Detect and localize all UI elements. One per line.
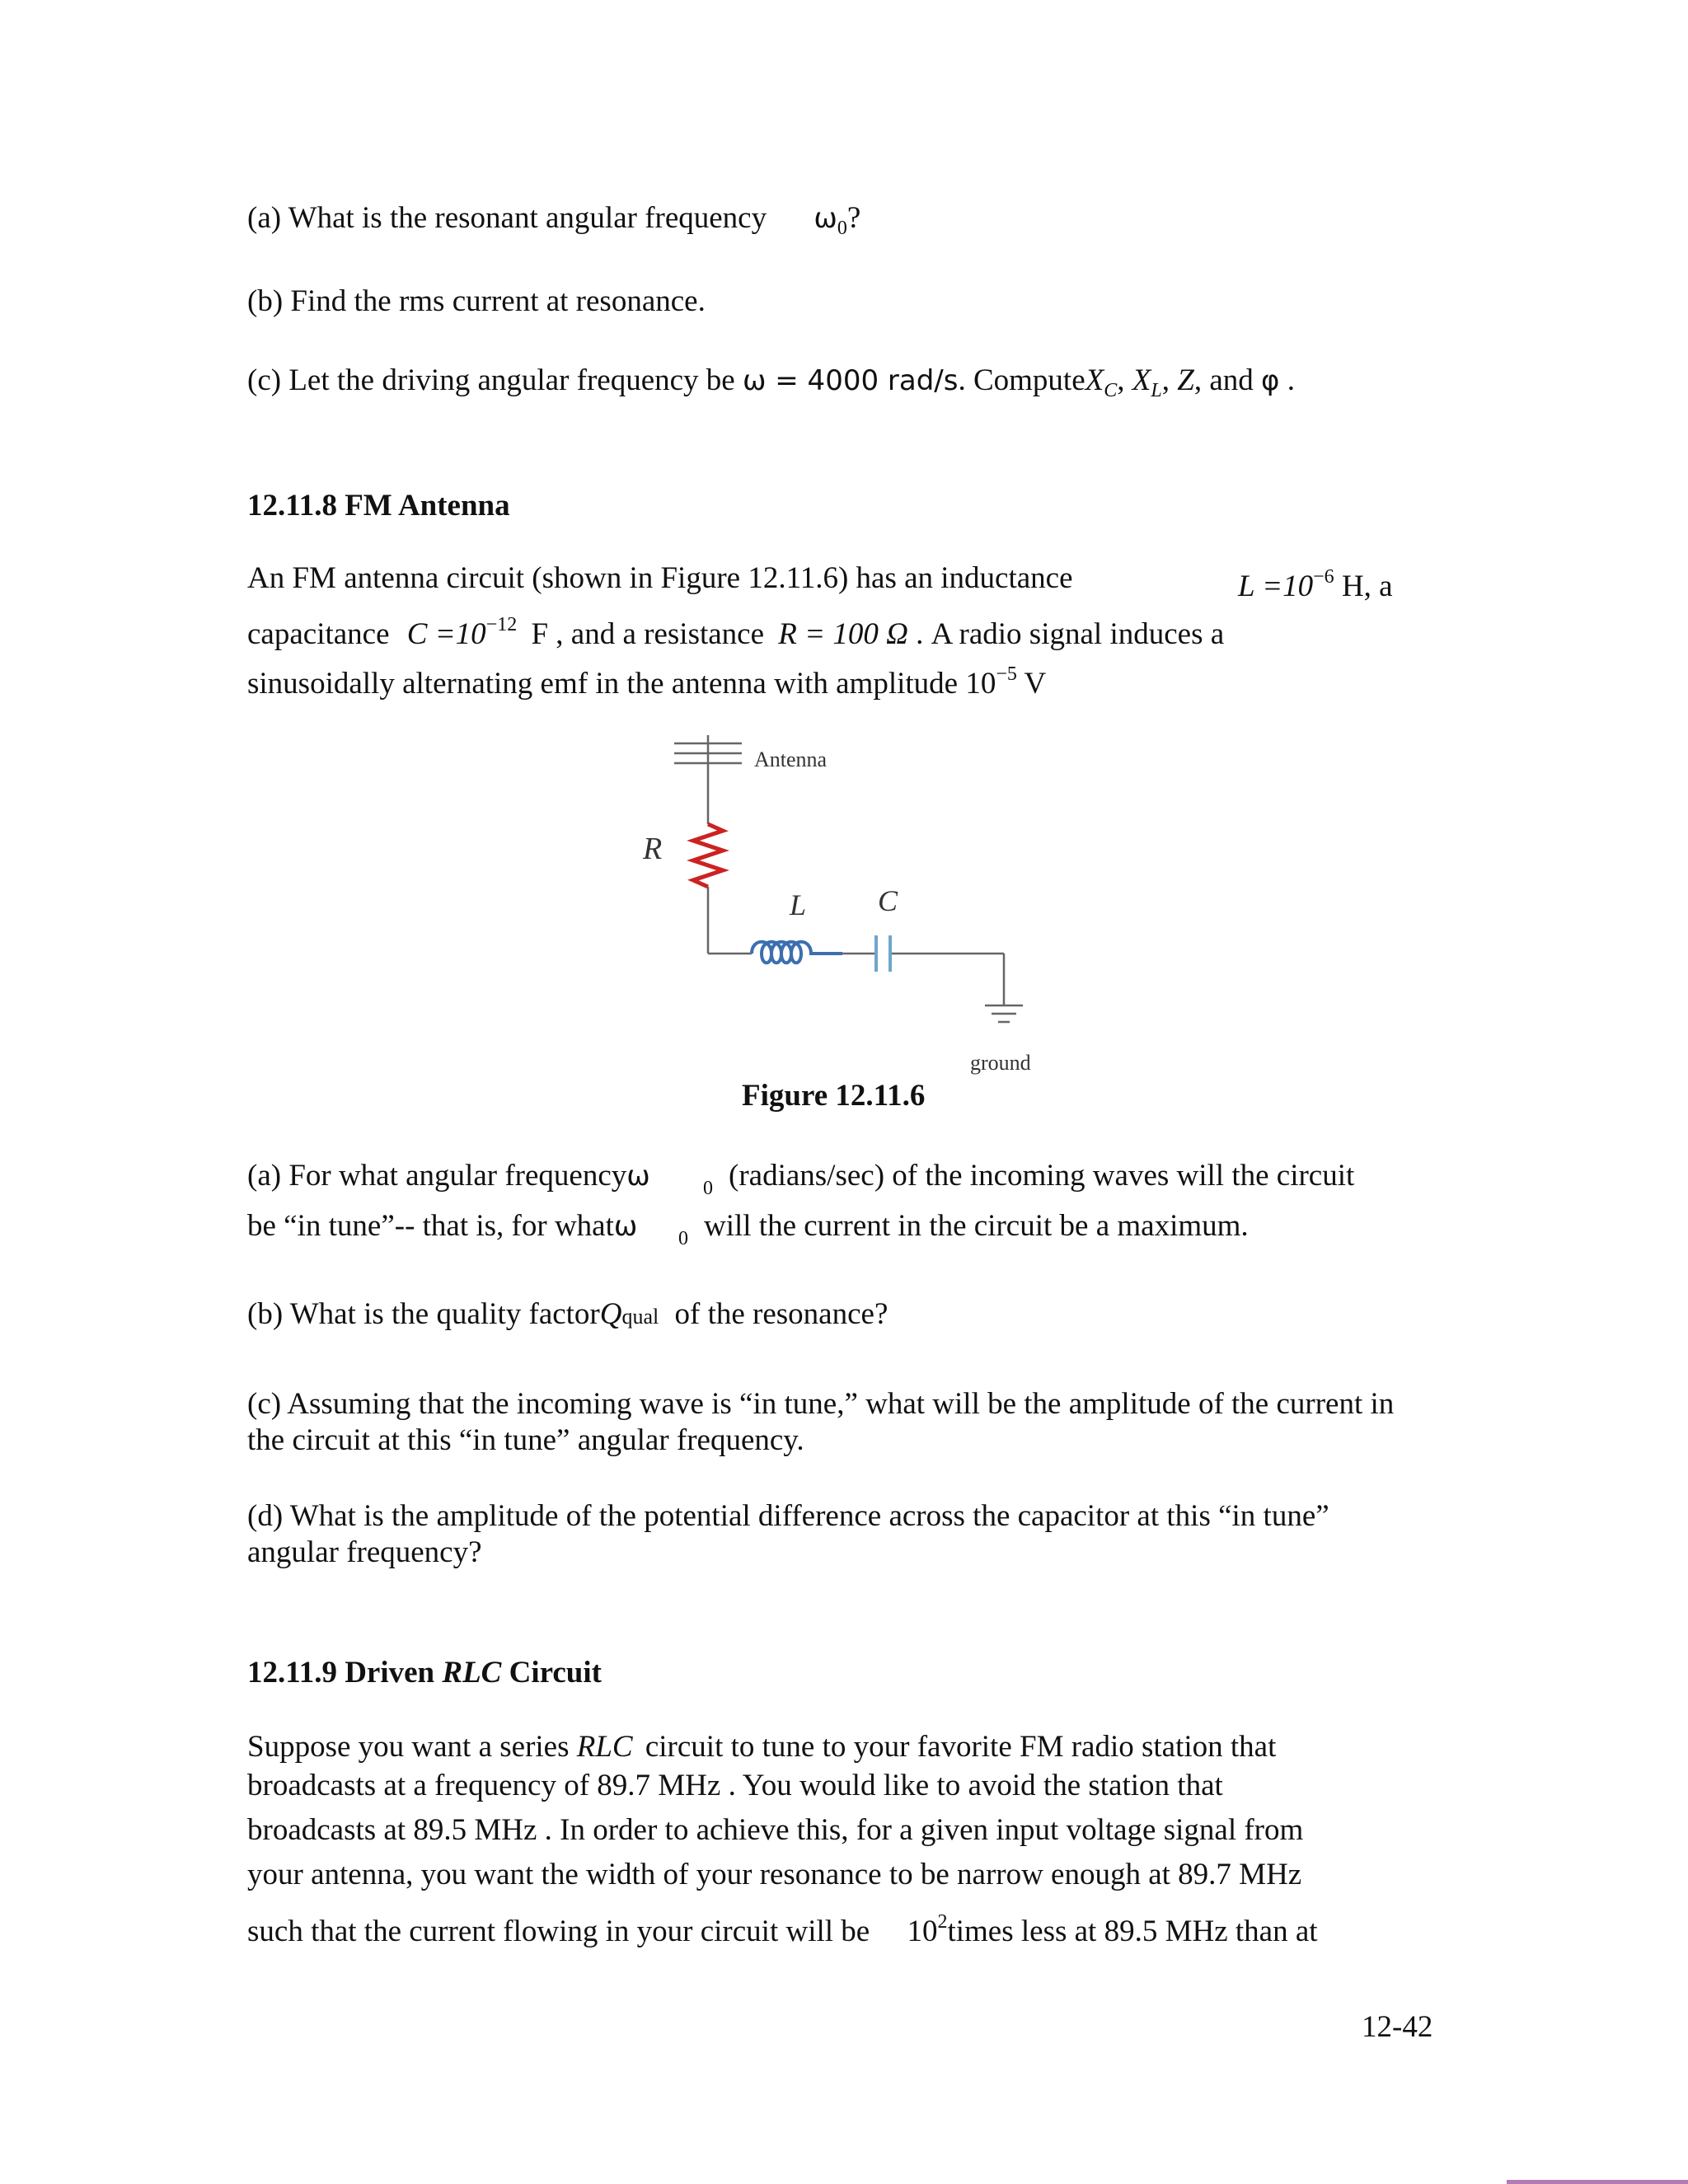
rlc-line-2: broadcasts at a frequency of 89.7 MHz . You would like to avoid the station that [247, 1769, 1223, 1802]
ratio-exponent: 2 [937, 1911, 948, 1933]
inductor-label: L [790, 888, 807, 921]
fm-question-b [247, 1296, 888, 1333]
question-b-rms: (b) Find the rms current at resonance. [247, 284, 706, 318]
resistance-symbol: R = 100 Ω [778, 617, 908, 651]
fm-question-a-line-1 [247, 1158, 650, 1194]
question-c-text: (c) Let the driving angular frequency be [247, 363, 735, 397]
and-text: , and [1193, 363, 1254, 397]
fm-antenna-circuit-figure [610, 725, 1071, 1088]
rlc-line-4: your antenna, you want the width of your resonance to be narrow enough at 89.7 MHz [247, 1858, 1302, 1891]
period: . [1287, 363, 1295, 397]
fm-question-c: (c) Assuming that the incoming wave is “in tune,” what will be the amplitude of the current in the circuit at this “in tune” angular frequency. [247, 1387, 1395, 1458]
antenna-label: Antenna [754, 748, 828, 771]
fm-question-a-line-2 [247, 1208, 637, 1244]
resonance-text: of the resonance? [674, 1297, 889, 1331]
antenna-icon [674, 735, 742, 824]
compute-text: . Compute [958, 363, 1085, 397]
inductor-icon [752, 942, 842, 963]
capacitance-symbol: C =10 [406, 617, 486, 651]
inductance-symbol: L =10 [1238, 569, 1314, 603]
rlc-line-5 [247, 1910, 1318, 1950]
fm-question-a-line-2-end: will the current in the circuit be a maximum. [704, 1209, 1249, 1243]
xl-subscript: L [1151, 380, 1162, 401]
rlc-line-1 [247, 1729, 1276, 1765]
inductance-exponent: −6 [1313, 566, 1334, 588]
fm-qa-text-2: be “in tune”-- that is, for what [247, 1209, 614, 1243]
heading-rlc: RLC [442, 1656, 502, 1690]
omega-subscript-2: 0 [703, 1178, 713, 1199]
rlc-line-3: broadcasts at 89.5 MHz . In order to achieve this, for a given input voltage signal from [247, 1813, 1304, 1847]
omega-symbol-2: ω [626, 1160, 650, 1193]
question-a-resonant [247, 200, 860, 240]
z-symbol: Z [1177, 363, 1194, 397]
resistor-label: R [643, 832, 663, 866]
section-heading-fm-antenna: 12.11.8 FM Antenna [247, 489, 510, 523]
heading-part-1: 12.11.9 Driven [247, 1656, 443, 1690]
omega-symbol: ω [814, 202, 837, 235]
rlc-line1-b: circuit to tune to your favorite FM radio station that [645, 1730, 1277, 1764]
section-heading-driven-rlc [247, 1655, 602, 1691]
omega-subscript-3: 0 [678, 1228, 688, 1249]
ground-label: ground [970, 1051, 1031, 1075]
emf-text: sinusoidally alternating emf in the antenna with amplitude [247, 667, 959, 701]
question-mark: ? [846, 201, 861, 235]
resistor-icon [693, 824, 723, 887]
fm-question-a-line-1-end: (radians/sec) of the incoming waves will the circuit [729, 1159, 1355, 1193]
rlc-line5-a: such that the current flowing in your circuit will be [247, 1915, 870, 1948]
radio-signal-text: . A radio signal induces a [916, 617, 1225, 651]
figure-caption: Figure 12.11.6 [742, 1079, 926, 1113]
ground-icon [985, 1005, 1023, 1022]
xc-symbol: X [1085, 363, 1104, 397]
emf-unit: V [1016, 667, 1047, 701]
capacitor-label: C [878, 884, 898, 917]
heading-part-2: Circuit [501, 1656, 602, 1690]
capacitance-exponent: −12 [485, 614, 518, 635]
fm-paragraph-line-2 [247, 613, 1224, 653]
inductance-value [1238, 565, 1393, 605]
capacitor-icon [876, 935, 890, 972]
omega-equation: ω = 4000 rad/s [742, 364, 959, 397]
page-edge-bar [1507, 2180, 1688, 2184]
inductance-unit: H, a [1334, 569, 1393, 603]
emf-exponent: −5 [996, 663, 1017, 685]
xl-symbol: X [1132, 363, 1151, 397]
capacitance-text: capacitance [247, 617, 390, 651]
resistance-text: F , and a resistance [531, 617, 765, 651]
q-symbol: Q [599, 1297, 622, 1331]
fm-line1-text: An FM antenna circuit (shown in Figure 12.11.6) has an inductance [247, 561, 1073, 595]
q-subscript: qual [621, 1305, 659, 1329]
emf-amplitude: 10 [965, 667, 996, 701]
ratio-base: 10 [907, 1915, 938, 1948]
page-number: 12-42 [1362, 2010, 1433, 2044]
question-c-driving: (c) Let the driving angular frequency be ω = 4000 rad/s. ComputeX$_C$, $X_L$, Z, and φ . [247, 363, 1295, 401]
question-a-text: (a) What is the resonant angular frequency [247, 201, 767, 235]
fm-qa-text-1: (a) For what angular frequency [247, 1159, 627, 1193]
omega-subscript: 0 [837, 218, 847, 239]
xc-subscript: C [1104, 380, 1118, 401]
fm-question-d: (d) What is the amplitude of the potential difference across the capacitor at this “in tune” angular frequency? [247, 1499, 1329, 1570]
omega-symbol-3: ω [613, 1210, 638, 1243]
quality-factor-text: (b) What is the quality factor [247, 1297, 600, 1331]
rlc-line1-a: Suppose you want a series [247, 1730, 570, 1764]
rlc-line5-c: times less at 89.5 MHz than at [947, 1915, 1318, 1948]
fm-paragraph-line-1 [247, 560, 1073, 597]
rlc-symbol: RLC [576, 1730, 633, 1764]
phi-symbol: φ [1261, 364, 1280, 397]
fm-paragraph-line-3 [247, 663, 1046, 702]
